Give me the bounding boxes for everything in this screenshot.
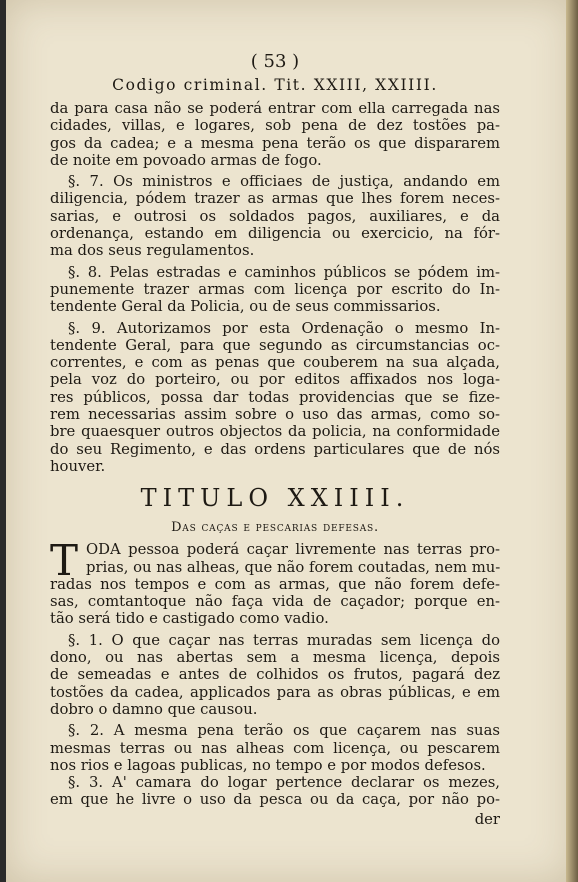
text-line: tendente Geral, para que segundo as circumstancias oc- <box>50 336 500 354</box>
running-head: Codigo criminal. Tit. XXIII, XXIIII. <box>112 76 438 94</box>
text-line: rem necessarias assim sobre o uso das armas, como so- <box>50 406 500 424</box>
page-content <box>50 52 500 828</box>
text-line: gos da cadea; e a mesma pena terão os que dispararem <box>50 134 500 152</box>
text-line: houver. <box>50 457 106 475</box>
text-line: em que he livre o uso da pesca ou da caça, por não po- <box>50 791 500 809</box>
text-line: §. 7. Os ministros e officiaes de justiça, andando em <box>68 173 500 191</box>
page-edge <box>566 0 578 882</box>
text-line: de semeadas e antes de colhidos os frutos, pagará dez <box>50 666 500 684</box>
text-line: dono, ou nas abertas sem a mesma licença, depois <box>50 649 500 667</box>
paragraph-continuation <box>50 100 500 169</box>
paragraph-opening <box>50 536 500 628</box>
text-line: pela voz do porteiro, ou por editos affixados nos loga- <box>50 371 500 389</box>
drop-cap: T <box>50 536 79 586</box>
text-line: do seu Regimento, e das ordens particulares que de nós <box>50 440 500 458</box>
text-line: diligencia, pódem trazer as armas que lhes forem neces- <box>50 190 500 208</box>
text-line: nos rios e lagoas publicas, no tempo e por modos defesos. <box>50 756 486 774</box>
paragraph-section-2 <box>50 722 500 774</box>
text-line: §. 9. Autorizamos por esta Ordenação o mesmo In- <box>68 319 500 337</box>
text-line: tendente Geral da Policia, ou de seus commissarios. <box>50 298 441 316</box>
catchword: der <box>474 810 500 828</box>
text-line: mesmas terras ou nas alheas com licença, ou pescarem <box>50 739 500 757</box>
text-line: §. 1. O que caçar nas terras muradas sem licença do <box>68 631 500 649</box>
paragraph-section-7 <box>50 173 500 259</box>
paragraph-section-3 <box>50 774 500 809</box>
text-line: §. 8. Pelas estradas e caminhos públicos se pódem im- <box>68 263 500 281</box>
text-line: sarias, e outrosi os soldados pagos, auxiliares, e da <box>50 207 500 225</box>
page-number: ( 53 ) <box>250 51 300 72</box>
text-line: tão será tido e castigado como vadio. <box>50 610 329 628</box>
text-line: dobro o damno que causou. <box>50 700 258 718</box>
text-line: cidades, villas, e logares, sob pena de dez tostões pa- <box>50 117 500 135</box>
text-line: da para casa não se poderá entrar com ella carregada nas <box>50 100 500 117</box>
paragraph-section-8 <box>50 264 500 316</box>
text-line: tostões da cadea, applicados para as obras públicas, e em <box>50 683 500 701</box>
text-line: punemente trazer armas com licença por escrito do In- <box>50 280 500 298</box>
paragraph-section-1 <box>50 632 500 718</box>
text-line: ma dos seus regulamentos. <box>50 242 255 260</box>
text-line: radas nos tempos e com as armas, que não forem defe- <box>50 575 500 593</box>
text-line: ordenança, estando em diligencia ou exercicio, na fór- <box>50 225 500 243</box>
text-line: res públicos, possa dar todas providencias que se fize- <box>50 388 500 406</box>
paragraph-section-9 <box>50 320 500 476</box>
chapter-subtitle: Das caças e pescarias defesas. <box>171 520 379 536</box>
text-line: correntes, e com as penas que couberem na sua alçada, <box>50 354 500 372</box>
text-line: §. 3. A' camara do logar pertence declarar os mezes, <box>68 774 500 792</box>
chapter-title: TITULO XXIIII. <box>140 484 410 513</box>
text-line: §. 2. A mesma pena terão os que caçarem nas suas <box>68 722 500 740</box>
text-line: ODA pessoa poderá caçar livremente nas terras pro- <box>86 541 500 559</box>
text-line: prias, ou nas alheas, que não forem coutadas, nem mu- <box>86 558 500 576</box>
text-line: sas, comtantoque não faça vida de caçador; porque en- <box>50 593 500 611</box>
text-line: bre quaesquer outros objectos da policia, na conformidade <box>50 423 500 441</box>
text-line: de noite em povoado armas de fogo. <box>50 151 322 169</box>
